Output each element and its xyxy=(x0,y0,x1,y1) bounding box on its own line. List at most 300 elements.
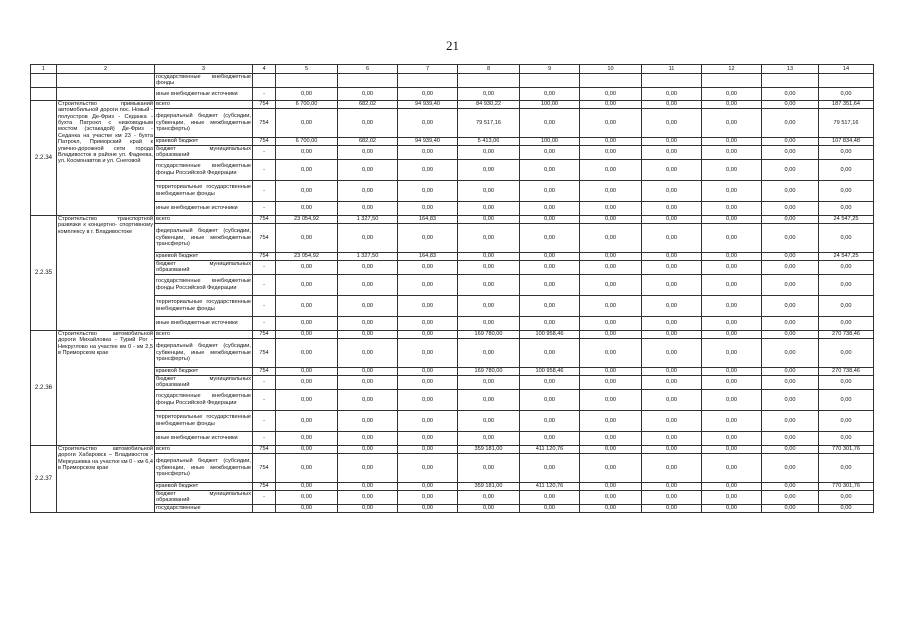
amount-cell: 0,00 xyxy=(338,159,398,180)
amount-cell: 0,00 xyxy=(762,316,819,330)
amount-cell: 0,00 xyxy=(762,338,819,367)
table-row xyxy=(31,100,874,108)
amount-cell: 0,00 xyxy=(398,375,458,389)
amount-cell: 0,00 xyxy=(819,295,874,316)
amount-cell: 0,00 xyxy=(642,137,702,145)
amount-cell: 0,00 xyxy=(338,330,398,338)
table-row xyxy=(31,431,874,445)
amount-cell: 0,00 xyxy=(702,180,762,201)
amount-cell: 0,00 xyxy=(276,201,338,215)
amount-cell: 0,00 xyxy=(580,223,642,252)
item-description: Строительство транспортной развязки к концертно- спортивному комплексу в г. Владивостоке xyxy=(57,215,155,330)
amount-cell: 0,00 xyxy=(762,482,819,490)
grbs-code: 754 xyxy=(253,252,276,260)
amount-cell: 0,00 xyxy=(642,215,702,223)
amount-cell: 0,00 xyxy=(762,274,819,295)
funding-source: территориальные государственные внебюджетные фонды xyxy=(155,180,253,201)
amount-cell: 0,00 xyxy=(276,504,338,512)
table-row xyxy=(31,482,874,490)
funding-source: бюджет муниципальных образований xyxy=(156,375,251,389)
amount-cell: 0,00 xyxy=(458,490,520,504)
amount-cell: 0,00 xyxy=(642,431,702,445)
amount-cell: 0,00 xyxy=(338,223,398,252)
amount-cell: 770 301,76 xyxy=(819,482,874,490)
funding-source: государственные внебюджетные фонды Российской Федерации xyxy=(155,274,253,295)
amount-cell: 0,00 xyxy=(762,100,819,108)
amount-cell: 0,00 xyxy=(702,453,762,482)
grbs-code: - xyxy=(253,180,276,201)
amount-cell: 0,00 xyxy=(338,490,398,504)
amount-cell: 6 700,00 xyxy=(276,137,338,145)
column-header: 13 xyxy=(762,65,819,74)
amount-cell: 0,00 xyxy=(458,274,520,295)
amount-cell: 0,00 xyxy=(702,108,762,137)
amount-cell: 359 181,00 xyxy=(458,445,520,453)
amount-cell: 1 327,50 xyxy=(338,215,398,223)
amount-cell: 0,00 xyxy=(276,260,338,274)
amount-cell: 0,00 xyxy=(398,482,458,490)
amount-cell: 100 958,46 xyxy=(520,367,580,375)
amount-cell: 0,00 xyxy=(819,180,874,201)
amount-cell: 164,83 xyxy=(398,215,458,223)
amount-cell: 0,00 xyxy=(276,274,338,295)
amount-cell: 0,00 xyxy=(819,145,874,159)
amount-cell: 0,00 xyxy=(338,453,398,482)
amount-cell: 0,00 xyxy=(520,159,580,180)
grbs-code: 754 xyxy=(253,338,276,367)
grbs-code xyxy=(253,504,276,512)
amount-cell: 0,00 xyxy=(398,410,458,431)
funding-source: краевой бюджет xyxy=(155,367,253,375)
amount-cell: 0,00 xyxy=(338,338,398,367)
grbs-code: 754 xyxy=(253,100,276,108)
amount-cell: 0,00 xyxy=(398,223,458,252)
grbs-code: 754 xyxy=(253,215,276,223)
amount-cell: 0,00 xyxy=(642,410,702,431)
amount-cell: 0,00 xyxy=(276,445,338,453)
amount-cell: 94 939,40 xyxy=(398,137,458,145)
amount-cell: 0,00 xyxy=(520,295,580,316)
amount-cell: 0,00 xyxy=(338,375,398,389)
amount-cell: 0,00 xyxy=(398,201,458,215)
amount-cell: 0,00 xyxy=(819,159,874,180)
amount-cell: 0,00 xyxy=(520,389,580,410)
amount-cell: 0,00 xyxy=(819,316,874,330)
amount-cell xyxy=(398,74,458,88)
table-row xyxy=(31,490,874,504)
amount-cell: 0,00 xyxy=(762,201,819,215)
amount-cell: 0,00 xyxy=(458,295,520,316)
amount-cell: 0,00 xyxy=(458,410,520,431)
grbs-code: - xyxy=(253,274,276,295)
amount-cell: 0,00 xyxy=(458,180,520,201)
amount-cell: 0,00 xyxy=(642,338,702,367)
amount-cell: 0,00 xyxy=(580,137,642,145)
amount-cell: 0,00 xyxy=(702,338,762,367)
amount-cell: 0,00 xyxy=(520,145,580,159)
amount-cell: 0,00 xyxy=(338,274,398,295)
amount-cell: 0,00 xyxy=(458,223,520,252)
amount-cell: 0,00 xyxy=(398,431,458,445)
amount-cell: 0,00 xyxy=(702,490,762,504)
amount-cell: 0,00 xyxy=(338,201,398,215)
funding-source: всего xyxy=(155,215,253,223)
amount-cell: 0,00 xyxy=(762,504,819,512)
amount-cell: 0,00 xyxy=(702,431,762,445)
amount-cell: 0,00 xyxy=(338,410,398,431)
amount-cell xyxy=(762,74,819,88)
amount-cell: 0,00 xyxy=(702,137,762,145)
amount-cell: 0,00 xyxy=(458,453,520,482)
table-row xyxy=(31,108,874,137)
amount-cell: 79 517,16 xyxy=(458,108,520,137)
header-row xyxy=(31,65,874,74)
column-header: 11 xyxy=(642,65,702,74)
amount-cell: 0,00 xyxy=(458,252,520,260)
amount-cell: 0,00 xyxy=(762,410,819,431)
amount-cell: 0,00 xyxy=(642,87,702,100)
amount-cell: 0,00 xyxy=(642,252,702,260)
amount-cell: 0,00 xyxy=(276,316,338,330)
amount-cell: 0,00 xyxy=(458,215,520,223)
grbs-code: 754 xyxy=(253,367,276,375)
table-row xyxy=(31,445,874,453)
funding-source: территориальные государственные внебюджетные фонды xyxy=(155,295,253,316)
column-header: 2 xyxy=(57,65,155,74)
amount-cell: 0,00 xyxy=(338,367,398,375)
amount-cell: 0,00 xyxy=(398,316,458,330)
amount-cell: 411 120,76 xyxy=(520,482,580,490)
amount-cell: 0,00 xyxy=(458,338,520,367)
amount-cell: 0,00 xyxy=(338,87,398,100)
funding-source: федеральный бюджет (субсидии, субвенции, иные межбюджетные трансферты) xyxy=(155,338,253,367)
amount-cell xyxy=(702,74,762,88)
amount-cell: 0,00 xyxy=(580,295,642,316)
amount-cell: 0,00 xyxy=(338,431,398,445)
amount-cell: 5 413,06 xyxy=(458,137,520,145)
table-row xyxy=(31,145,874,159)
amount-cell: 0,00 xyxy=(276,330,338,338)
amount-cell: 0,00 xyxy=(580,375,642,389)
amount-cell: 0,00 xyxy=(276,159,338,180)
amount-cell: 6 700,00 xyxy=(276,100,338,108)
amount-cell: 0,00 xyxy=(702,367,762,375)
amount-cell: 682,02 xyxy=(338,137,398,145)
amount-cell: 0,00 xyxy=(520,410,580,431)
table-row xyxy=(31,410,874,431)
grbs-code: 754 xyxy=(253,445,276,453)
funding-source: всего xyxy=(155,330,253,338)
table-row xyxy=(31,338,874,367)
amount-cell: 0,00 xyxy=(580,453,642,482)
amount-cell: 0,00 xyxy=(520,108,580,137)
funding-source: государственные внебюджетные фонды Российской Федерации xyxy=(155,389,253,410)
grbs-code: - xyxy=(253,389,276,410)
grbs-code: - xyxy=(253,260,276,274)
amount-cell: 0,00 xyxy=(642,389,702,410)
amount-cell: 0,00 xyxy=(762,252,819,260)
amount-cell: 0,00 xyxy=(762,159,819,180)
table-row xyxy=(31,223,874,252)
amount-cell: 270 738,46 xyxy=(819,367,874,375)
amount-cell: 0,00 xyxy=(580,490,642,504)
amount-cell: 0,00 xyxy=(702,410,762,431)
amount-cell: 0,00 xyxy=(276,410,338,431)
amount-cell: 0,00 xyxy=(580,330,642,338)
grbs-code: - xyxy=(253,375,276,389)
amount-cell xyxy=(458,74,520,88)
grbs-code: 754 xyxy=(253,223,276,252)
amount-cell: 0,00 xyxy=(398,389,458,410)
amount-cell: 0,00 xyxy=(819,389,874,410)
amount-cell: 0,00 xyxy=(762,389,819,410)
amount-cell: 0,00 xyxy=(520,504,580,512)
amount-cell: 0,00 xyxy=(338,504,398,512)
amount-cell: 0,00 xyxy=(642,330,702,338)
amount-cell: 0,00 xyxy=(819,338,874,367)
table-row xyxy=(31,274,874,295)
grbs-code: - xyxy=(253,145,276,159)
item-description: Строительство примыканий автомобильной дороги пос. Новый - полуостров Де-Фриз - Седанка - бухта Патрокл с низководным мостом (эстакадой) Де-Фриз - Седанка на участке км 23 - бухта Патрокл, Приморский край к улично-дорожной сети города Владивосток в районе ул. Фадеева, ул. Космонавтов и ул. Снеговой xyxy=(57,100,155,215)
item-description: Строительство автомобильной дороги Михайловка - Турий Рог - Некруглово на участке км 0 - км 2,5 в Приморском крае xyxy=(57,330,155,445)
amount-cell: 0,00 xyxy=(520,180,580,201)
amount-cell: 0,00 xyxy=(458,201,520,215)
amount-cell: 1 327,50 xyxy=(338,252,398,260)
amount-cell: 0,00 xyxy=(458,375,520,389)
amount-cell: 770 301,76 xyxy=(819,445,874,453)
amount-cell: 0,00 xyxy=(580,504,642,512)
amount-cell: 0,00 xyxy=(338,260,398,274)
amount-cell: 0,00 xyxy=(702,445,762,453)
amount-cell: 0,00 xyxy=(642,108,702,137)
amount-cell: 24 547,25 xyxy=(819,215,874,223)
amount-cell: 0,00 xyxy=(580,145,642,159)
amount-cell: 0,00 xyxy=(276,490,338,504)
amount-cell: 0,00 xyxy=(642,316,702,330)
amount-cell: 0,00 xyxy=(642,295,702,316)
amount-cell: 0,00 xyxy=(762,87,819,100)
table-row xyxy=(31,260,874,274)
column-header: 5 xyxy=(276,65,338,74)
amount-cell: 0,00 xyxy=(580,87,642,100)
table-row xyxy=(31,375,874,389)
amount-cell: 0,00 xyxy=(276,180,338,201)
amount-cell: 0,00 xyxy=(702,252,762,260)
amount-cell: 682,02 xyxy=(338,100,398,108)
amount-cell: 411 120,76 xyxy=(520,445,580,453)
amount-cell: 0,00 xyxy=(580,215,642,223)
item-description xyxy=(57,87,155,100)
column-header: 8 xyxy=(458,65,520,74)
table-row xyxy=(31,295,874,316)
amount-cell: 0,00 xyxy=(762,137,819,145)
amount-cell: 0,00 xyxy=(819,431,874,445)
table-row xyxy=(31,252,874,260)
amount-cell: 0,00 xyxy=(642,445,702,453)
item-description: Строительство автомобильной дороги Хабаровск – Владивосток - Меркушевка на участке км 0 - км 6,4 в Приморском крае xyxy=(57,445,155,512)
amount-cell xyxy=(338,74,398,88)
amount-cell: 0,00 xyxy=(276,389,338,410)
grbs-code: - xyxy=(253,87,276,100)
amount-cell: 0,00 xyxy=(642,482,702,490)
amount-cell: 0,00 xyxy=(580,389,642,410)
column-header: 4 xyxy=(253,65,276,74)
item-code: 2.2.34 xyxy=(31,100,57,215)
amount-cell xyxy=(276,74,338,88)
amount-cell: 0,00 xyxy=(580,180,642,201)
table-row xyxy=(31,453,874,482)
funding-source: краевой бюджет xyxy=(155,137,253,145)
table-row xyxy=(31,316,874,330)
amount-cell: 0,00 xyxy=(520,201,580,215)
amount-cell: 0,00 xyxy=(520,252,580,260)
amount-cell: 0,00 xyxy=(702,504,762,512)
amount-cell: 0,00 xyxy=(580,482,642,490)
grbs-code: - xyxy=(253,431,276,445)
amount-cell: 0,00 xyxy=(276,367,338,375)
amount-cell: 0,00 xyxy=(702,375,762,389)
amount-cell: 24 547,25 xyxy=(819,252,874,260)
amount-cell xyxy=(520,74,580,88)
amount-cell: 0,00 xyxy=(398,504,458,512)
amount-cell: 0,00 xyxy=(702,260,762,274)
amount-cell: 0,00 xyxy=(520,490,580,504)
amount-cell: 0,00 xyxy=(702,145,762,159)
amount-cell: 0,00 xyxy=(276,108,338,137)
amount-cell: 0,00 xyxy=(520,453,580,482)
amount-cell: 0,00 xyxy=(520,260,580,274)
amount-cell: 0,00 xyxy=(642,490,702,504)
table-row xyxy=(31,137,874,145)
amount-cell xyxy=(580,74,642,88)
amount-cell: 0,00 xyxy=(458,389,520,410)
amount-cell: 0,00 xyxy=(819,274,874,295)
column-header: 6 xyxy=(338,65,398,74)
funding-source: государственные внебюджетные фонды Российской Федерации xyxy=(155,159,253,180)
grbs-code: - xyxy=(253,490,276,504)
amount-cell: 169 780,00 xyxy=(458,367,520,375)
amount-cell: 0,00 xyxy=(702,274,762,295)
amount-cell: 0,00 xyxy=(819,490,874,504)
amount-cell: 0,00 xyxy=(398,260,458,274)
amount-cell: 0,00 xyxy=(398,159,458,180)
amount-cell: 0,00 xyxy=(338,482,398,490)
amount-cell: 0,00 xyxy=(819,87,874,100)
amount-cell: 0,00 xyxy=(762,145,819,159)
amount-cell: 23 054,92 xyxy=(276,252,338,260)
amount-cell: 0,00 xyxy=(819,453,874,482)
amount-cell: 0,00 xyxy=(819,504,874,512)
amount-cell: 0,00 xyxy=(642,159,702,180)
page-number: 21 xyxy=(446,38,459,53)
amount-cell: 0,00 xyxy=(398,490,458,504)
amount-cell: 0,00 xyxy=(276,375,338,389)
column-header: 14 xyxy=(819,65,874,74)
amount-cell: 0,00 xyxy=(398,108,458,137)
amount-cell: 0,00 xyxy=(642,145,702,159)
column-header: 3 xyxy=(155,65,253,74)
amount-cell: 0,00 xyxy=(702,330,762,338)
amount-cell: 0,00 xyxy=(580,159,642,180)
amount-cell: 0,00 xyxy=(338,295,398,316)
amount-cell: 0,00 xyxy=(642,180,702,201)
amount-cell: 0,00 xyxy=(762,445,819,453)
amount-cell: 270 738,46 xyxy=(819,330,874,338)
item-code xyxy=(31,74,57,88)
amount-cell: 0,00 xyxy=(458,431,520,445)
item-code: 2.2.36 xyxy=(31,330,57,445)
funding-source: всего xyxy=(155,445,253,453)
funding-source: иные внебюджетные источники xyxy=(155,316,253,330)
column-header: 1 xyxy=(31,65,57,74)
amount-cell: 0,00 xyxy=(819,260,874,274)
amount-cell: 0,00 xyxy=(458,316,520,330)
funding-source: краевой бюджет xyxy=(155,482,253,490)
amount-cell: 0,00 xyxy=(458,260,520,274)
amount-cell: 0,00 xyxy=(762,108,819,137)
amount-cell: 23 054,92 xyxy=(276,215,338,223)
amount-cell: 0,00 xyxy=(819,201,874,215)
amount-cell: 0,00 xyxy=(762,260,819,274)
amount-cell: 0,00 xyxy=(520,223,580,252)
amount-cell: 0,00 xyxy=(458,145,520,159)
budget-table xyxy=(30,64,874,513)
amount-cell: 0,00 xyxy=(398,338,458,367)
amount-cell: 0,00 xyxy=(398,445,458,453)
amount-cell: 100,00 xyxy=(520,137,580,145)
amount-cell: 0,00 xyxy=(580,108,642,137)
amount-cell: 187 351,64 xyxy=(819,100,874,108)
amount-cell: 0,00 xyxy=(702,295,762,316)
funding-source: бюджет муниципальных образований xyxy=(156,260,251,274)
table-row xyxy=(31,215,874,223)
table-row xyxy=(31,74,874,88)
amount-cell: 0,00 xyxy=(580,274,642,295)
amount-cell: 79 517,16 xyxy=(819,108,874,137)
amount-cell: 0,00 xyxy=(702,223,762,252)
amount-cell: 0,00 xyxy=(398,330,458,338)
amount-cell: 0,00 xyxy=(520,215,580,223)
amount-cell: 0,00 xyxy=(398,145,458,159)
table-row xyxy=(31,389,874,410)
amount-cell: 0,00 xyxy=(702,159,762,180)
amount-cell: 0,00 xyxy=(580,316,642,330)
grbs-code: 754 xyxy=(253,330,276,338)
funding-source: федеральный бюджет (субсидии, субвенции, иные межбюджетные трансферты) xyxy=(155,108,253,137)
amount-cell: 0,00 xyxy=(702,316,762,330)
grbs-code: - xyxy=(253,295,276,316)
amount-cell: 107 834,48 xyxy=(819,137,874,145)
grbs-code: - xyxy=(253,201,276,215)
amount-cell: 0,00 xyxy=(580,260,642,274)
amount-cell: 0,00 xyxy=(276,453,338,482)
amount-cell: 0,00 xyxy=(398,87,458,100)
funding-source: государственные внебюджетные фонды xyxy=(156,74,251,87)
amount-cell: 0,00 xyxy=(642,367,702,375)
amount-cell: 0,00 xyxy=(762,453,819,482)
amount-cell: 84 930,22 xyxy=(458,100,520,108)
funding-source: всего xyxy=(155,100,253,108)
funding-source: бюджет муниципальных образований xyxy=(156,490,251,504)
amount-cell xyxy=(819,74,874,88)
amount-cell: 0,00 xyxy=(398,274,458,295)
amount-cell: 0,00 xyxy=(398,367,458,375)
amount-cell: 0,00 xyxy=(580,338,642,367)
amount-cell: 0,00 xyxy=(520,338,580,367)
amount-cell: 0,00 xyxy=(762,490,819,504)
amount-cell: 0,00 xyxy=(642,100,702,108)
funding-source: территориальные государственные внебюджетные фонды xyxy=(155,410,253,431)
